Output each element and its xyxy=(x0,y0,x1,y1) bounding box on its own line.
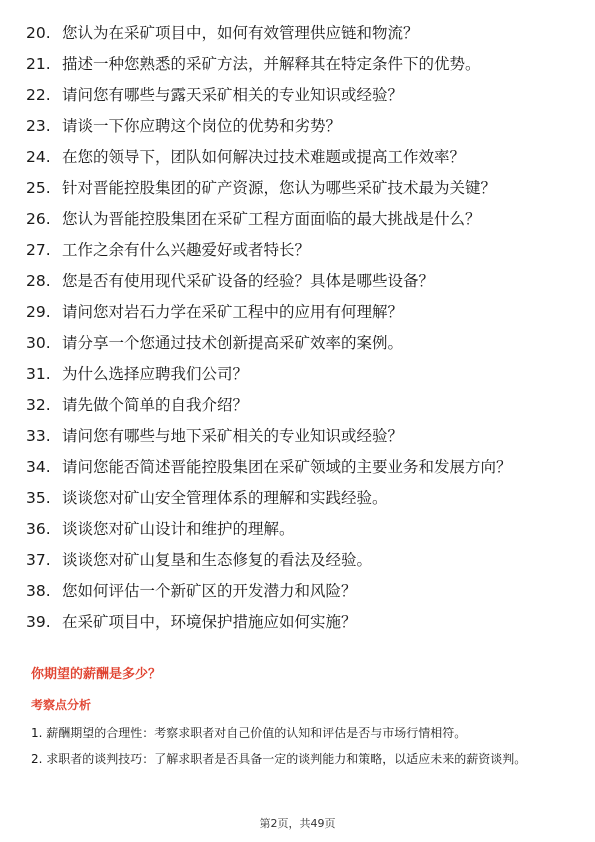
page-number: 第2页，共49页 xyxy=(259,817,336,830)
analysis-points xyxy=(31,722,571,774)
question-number: 24. xyxy=(26,148,51,166)
question-text: 请问您有哪些与露天采矿相关的专业知识或经验？ xyxy=(62,86,404,104)
question-item xyxy=(26,147,571,167)
question-text: 在采矿项目中，环境保护措施应如何实施？ xyxy=(62,613,357,631)
question-number: 28. xyxy=(26,272,51,290)
question-text: 谈谈您对矿山设计和维护的理解。 xyxy=(62,520,295,538)
question-number: 33. xyxy=(26,427,51,445)
question-item xyxy=(26,333,571,353)
question-item xyxy=(26,54,571,74)
question-text: 请谈一下你应聘这个岗位的优势和劣势？ xyxy=(62,117,342,135)
question-item xyxy=(26,23,571,43)
question-item xyxy=(26,550,571,570)
question-text: 请分享一个您通过技术创新提高采矿效率的案例。 xyxy=(62,334,404,352)
question-text: 请先做个简单的自我介绍？ xyxy=(62,396,249,414)
analysis-point: 1. 薪酬期望的合理性：考察求职者对自己价值的认知和评估是否与市场行情相符。 xyxy=(31,726,467,740)
question-text: 在您的领导下，团队如何解决过技术难题或提高工作效率？ xyxy=(62,148,466,166)
question-text: 为什么选择应聘我们公司？ xyxy=(62,365,249,383)
question-item xyxy=(26,302,571,322)
question-text: 谈谈您对矿山安全管理体系的理解和实践经验。 xyxy=(62,489,388,507)
analysis-point: 2. 求职者的谈判技巧：了解求职者是否具备一定的谈判能力和策略，以适应未来的薪资谈判。 xyxy=(31,752,527,766)
question-item xyxy=(26,209,571,229)
question-number: 35. xyxy=(26,489,51,507)
question-item xyxy=(26,116,571,136)
question-text: 您认为在采矿项目中，如何有效管理供应链和物流？ xyxy=(62,24,419,42)
question-item xyxy=(26,581,571,601)
question-text: 谈谈您对矿山复垦和生态修复的看法及经验。 xyxy=(62,551,373,569)
question-item xyxy=(26,85,571,105)
question-item xyxy=(26,178,571,198)
question-number: 23. xyxy=(26,117,51,135)
question-number: 29. xyxy=(26,303,51,321)
question-number: 39. xyxy=(26,613,51,631)
question-text: 针对晋能控股集团的矿产资源，您认为哪些采矿技术最为关键？ xyxy=(62,179,497,197)
section-heading: 你期望的薪酬是多少？ xyxy=(31,667,162,682)
question-number: 32. xyxy=(26,396,51,414)
question-number: 21. xyxy=(26,55,51,73)
question-number: 34. xyxy=(26,458,51,476)
question-text: 请问您对岩石力学在采矿工程中的应用有何理解？ xyxy=(62,303,404,321)
question-list xyxy=(26,23,571,643)
question-number: 26. xyxy=(26,210,51,228)
question-text: 请问您有哪些与地下采矿相关的专业知识或经验？ xyxy=(62,427,404,445)
question-item xyxy=(26,240,571,260)
question-text: 描述一种您熟悉的采矿方法，并解释其在特定条件下的优势。 xyxy=(62,55,481,73)
question-text: 您是否有使用现代采矿设备的经验？具体是哪些设备？ xyxy=(62,272,435,290)
analysis-heading: 考察点分析 xyxy=(31,698,92,712)
question-item xyxy=(26,488,571,508)
question-number: 20. xyxy=(26,24,51,42)
question-number: 37. xyxy=(26,551,51,569)
question-number: 25. xyxy=(26,179,51,197)
question-text: 您认为晋能控股集团在采矿工程方面面临的最大挑战是什么？ xyxy=(62,210,481,228)
question-item xyxy=(26,519,571,539)
question-number: 27. xyxy=(26,241,51,259)
question-number: 31. xyxy=(26,365,51,383)
question-text: 请问您能否简述晋能控股集团在采矿领域的主要业务和发展方向？ xyxy=(62,458,512,476)
question-item xyxy=(26,426,571,446)
question-text: 工作之余有什么兴趣爱好或者特长？ xyxy=(62,241,311,259)
question-item xyxy=(26,612,571,632)
question-number: 30. xyxy=(26,334,51,352)
question-text: 您如何评估一个新矿区的开发潜力和风险？ xyxy=(62,582,357,600)
question-item xyxy=(26,395,571,415)
question-number: 22. xyxy=(26,86,51,104)
question-number: 38. xyxy=(26,582,51,600)
question-item xyxy=(26,457,571,477)
question-item xyxy=(26,364,571,384)
question-item xyxy=(26,271,571,291)
question-number: 36. xyxy=(26,520,51,538)
